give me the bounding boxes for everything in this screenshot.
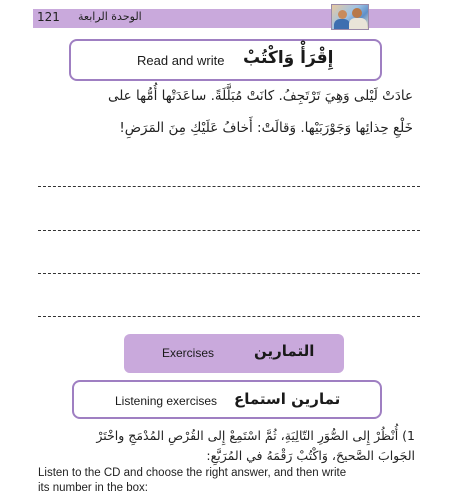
photo-head: [338, 10, 347, 19]
listening-english: Listening exercises: [115, 394, 218, 408]
exercises-arabic: التمارين: [254, 342, 315, 360]
passage-line-1: عادَتْ لَيْلى وَهِيَ تَرْتَجِفُ. كانَتْ مُبَلَّلَةً. ساعَدَتْها أُمُّها على: [107, 88, 413, 104]
writing-line[interactable]: [38, 230, 420, 231]
instruction-english-line-2: its number in the box:: [38, 482, 148, 494]
read-write-title-box: [69, 39, 382, 81]
exercises-banner: [124, 334, 344, 373]
photo-figure: [334, 19, 350, 30]
passage-line-2: خَلْعِ حِذائِها وَجَوْرَبَيْها. وَقالَتْ: أَخافُ عَلَيْكِ مِنَ المَرَضِ!: [119, 120, 413, 136]
unit-title: الوحدة الرابعة: [78, 10, 142, 23]
photo-figure: [349, 18, 367, 30]
writing-line[interactable]: [38, 186, 420, 187]
writing-line[interactable]: [38, 316, 420, 317]
instruction-arabic-line-2: الجَوابَ الصَّحيحَ، وَاكْتُبْ رَقْمَهُ في المُرَبَّعِ:: [206, 448, 415, 463]
page-number: 121: [37, 10, 60, 24]
header-photo-image: [331, 4, 369, 30]
instruction-english-line-1: Listen to the CD and choose the right answer, and then write: [38, 467, 347, 479]
listening-title-box: [72, 380, 382, 419]
listening-arabic: تمارين استماع: [234, 390, 341, 408]
photo-head: [352, 8, 362, 18]
read-write-english: Read and write: [137, 53, 225, 68]
read-write-arabic: إِقْرَأْ وَاكْتُبْ: [243, 48, 334, 68]
writing-line[interactable]: [38, 273, 420, 274]
instruction-arabic-line-1: 1) أُنْظُرْ إِلى الصُّوَرِ التّالِيَةِ، ثُمَّ اسْتَمِعْ إِلى القُرْصِ المُدْمَجِ واخْتَرْ: [96, 428, 415, 443]
exercises-english: Exercises: [162, 346, 215, 360]
